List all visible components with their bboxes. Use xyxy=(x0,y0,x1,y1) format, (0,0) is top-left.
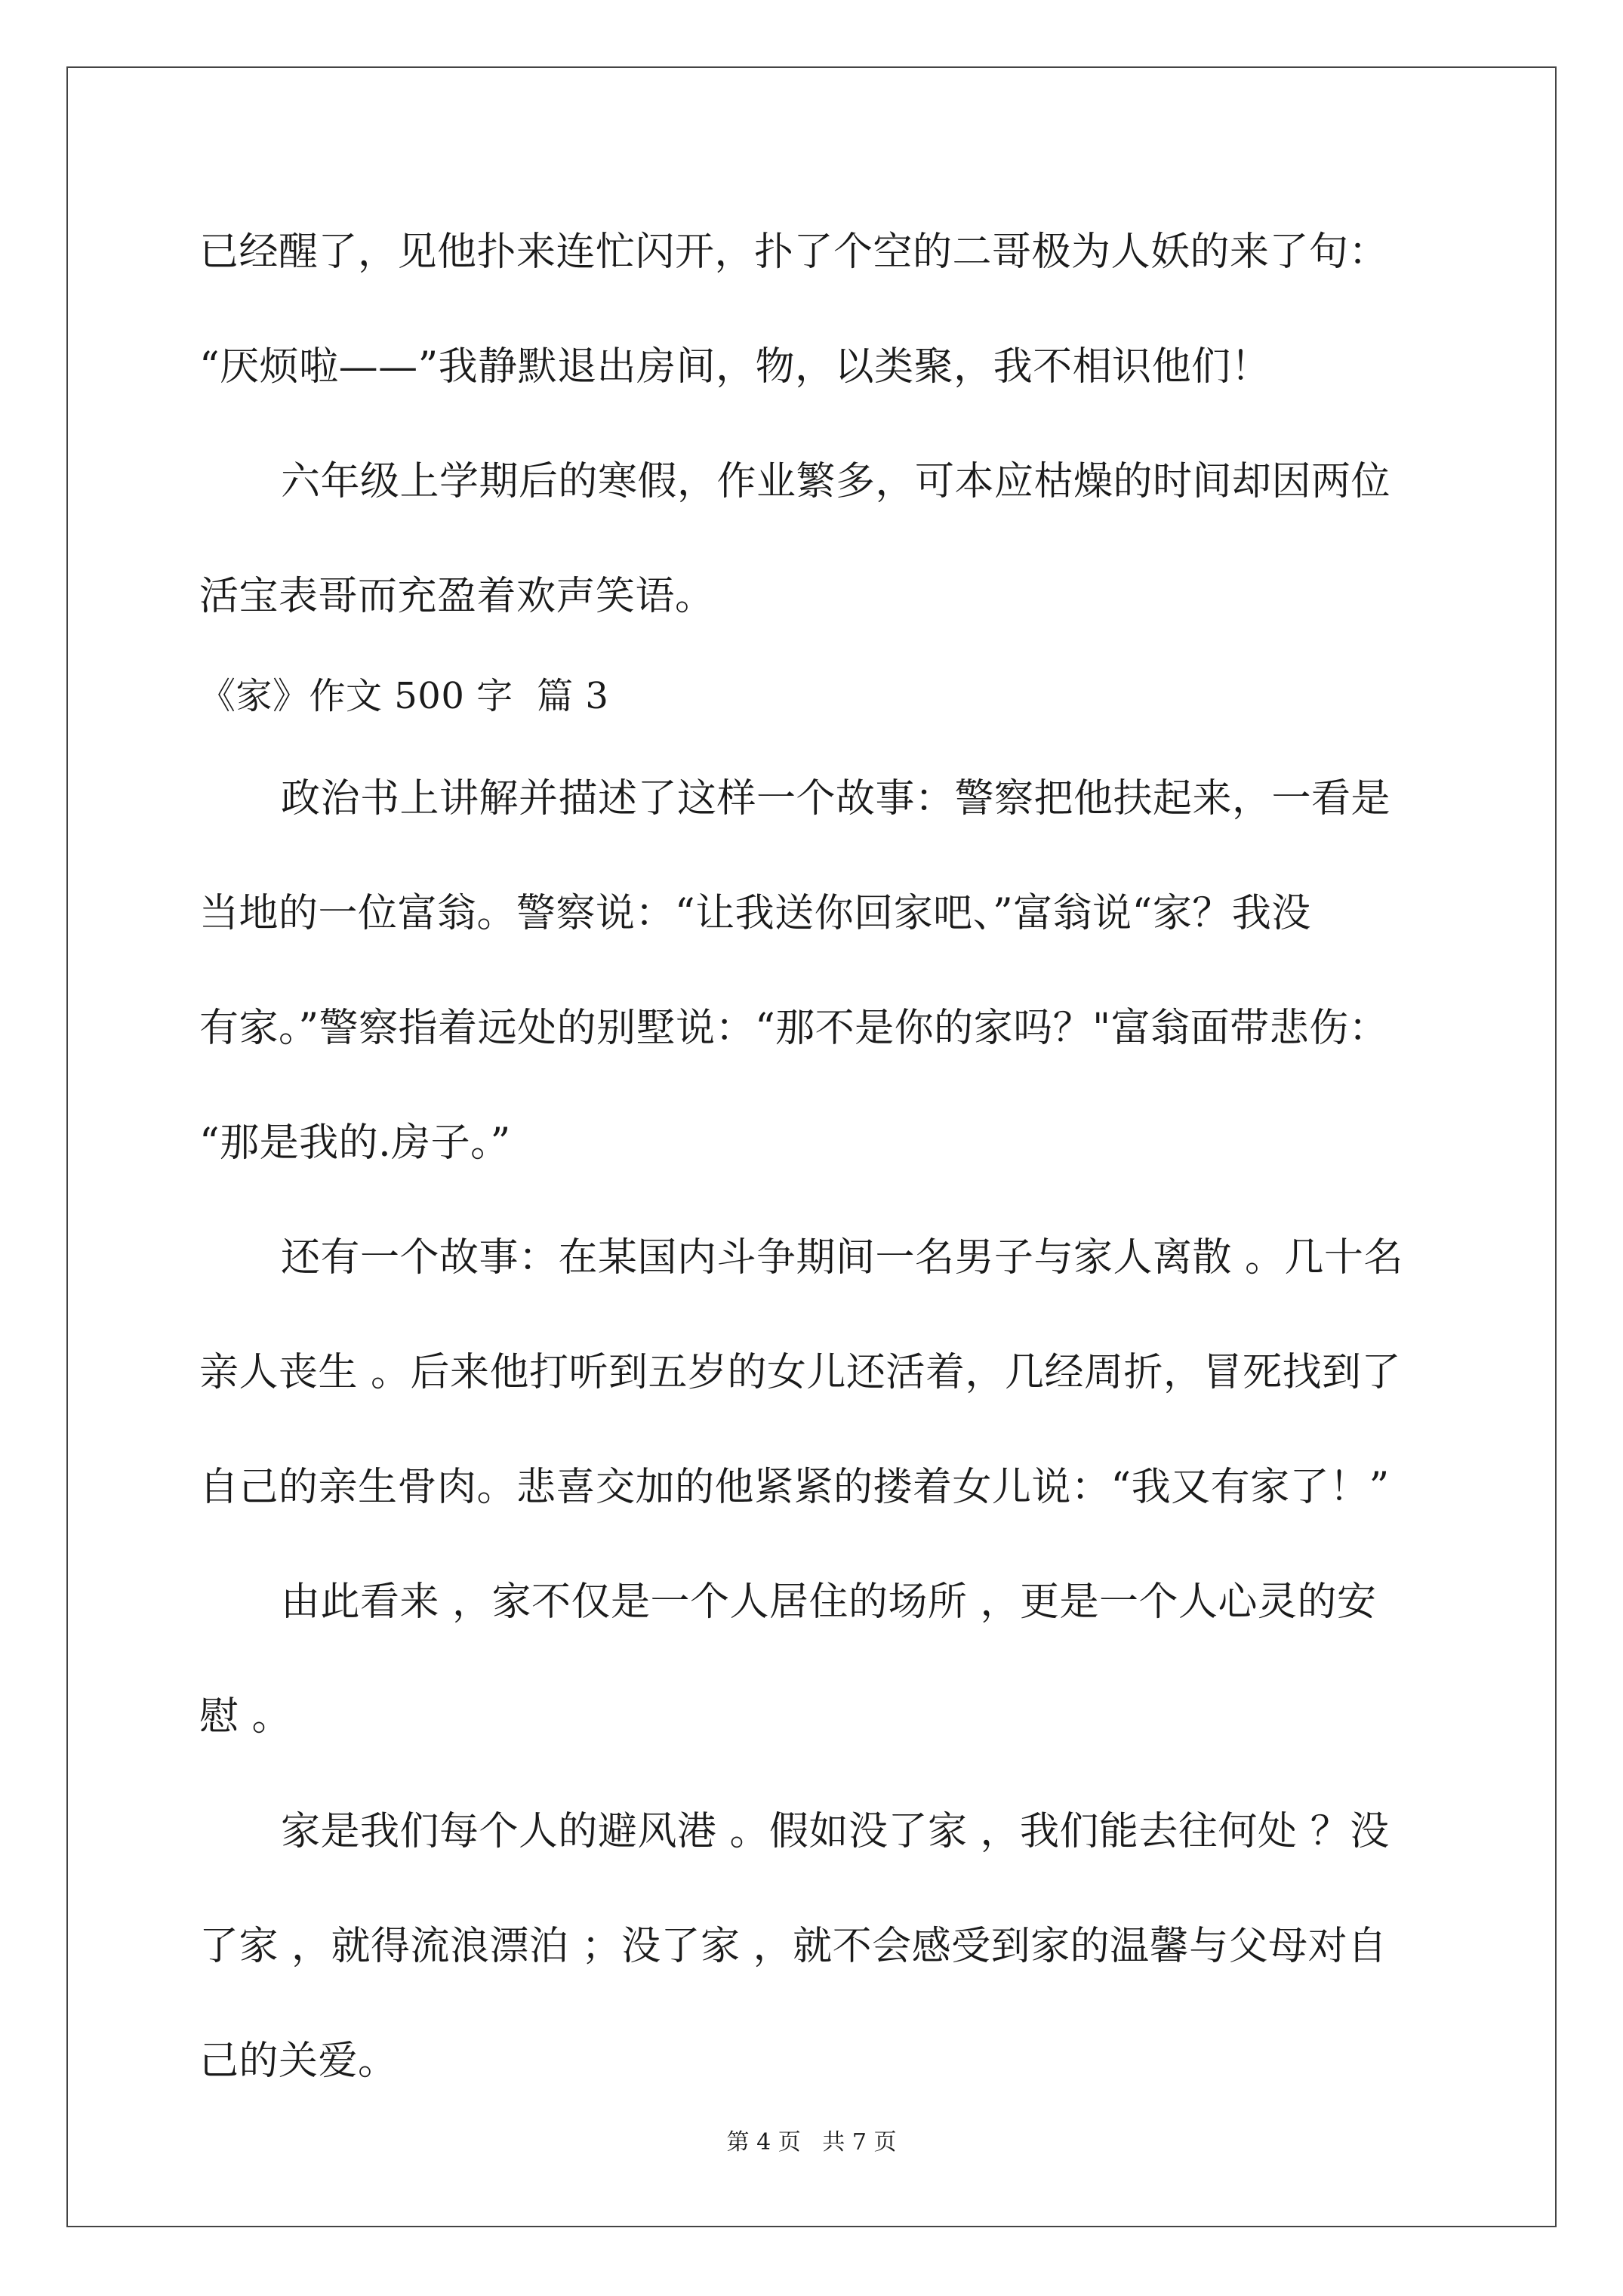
body-line: 已经醒了，见他扑来连忙闪开，扑了个空的二哥极为人妖的来了句： xyxy=(199,230,1389,275)
body-line: 自己的亲生骨肉。悲喜交加的他紧紧的搂着女儿说：“我又有家了！” xyxy=(199,1465,1390,1510)
section-heading: 《家》作文 500 字 篇 3 xyxy=(199,675,609,717)
paragraph-first-line: 家是我们每个人的避风港 。假如没了家 ，我们能去往何处 ？没 xyxy=(281,1809,1390,1854)
body-line: 活宝表哥而充盈着欢声笑语。 xyxy=(199,574,715,619)
body-line: 当地的一位富翁。警察说：“让我送你回家吧、”富翁说“家？我没 xyxy=(199,891,1311,936)
paragraph-first-line: 还有一个故事：在某国内斗争期间一名男子与家人离散 。几十名 xyxy=(281,1235,1404,1281)
page-number-footer: 第 4 页 共 7 页 xyxy=(726,2129,897,2156)
body-line: 有家。”警察指着远处的别墅说：“那不是你的家吗？"富翁面带悲伤： xyxy=(199,1006,1389,1051)
body-line: “那是我的.房子。” xyxy=(199,1120,511,1166)
body-line: 己的关爱。 xyxy=(199,2039,398,2084)
body-line: 了家 ，就得流浪漂泊 ；没了家 ，就不会感受到家的温馨与父母对自 xyxy=(199,1924,1387,1969)
body-line: “厌烦啦——”我静默退出房间，物，以类聚，我不相识他们！ xyxy=(199,344,1271,390)
paragraph-first-line: 政治书上讲解并描述了这样一个故事：警察把他扶起来，一看是 xyxy=(281,776,1391,821)
body-line: 慰 。 xyxy=(199,1694,292,1740)
paragraph-first-line: 由此看来 ，家不仅是一个人居住的场所 ，更是一个人心灵的安 xyxy=(281,1579,1377,1625)
body-line: 亲人丧生 。后来他打听到五岁的女儿还活着，几经周折，冒死找到了 xyxy=(199,1350,1402,1395)
paragraph-first-line: 六年级上学期后的寒假，作业繁多，可本应枯燥的时间却因两位 xyxy=(281,459,1391,504)
